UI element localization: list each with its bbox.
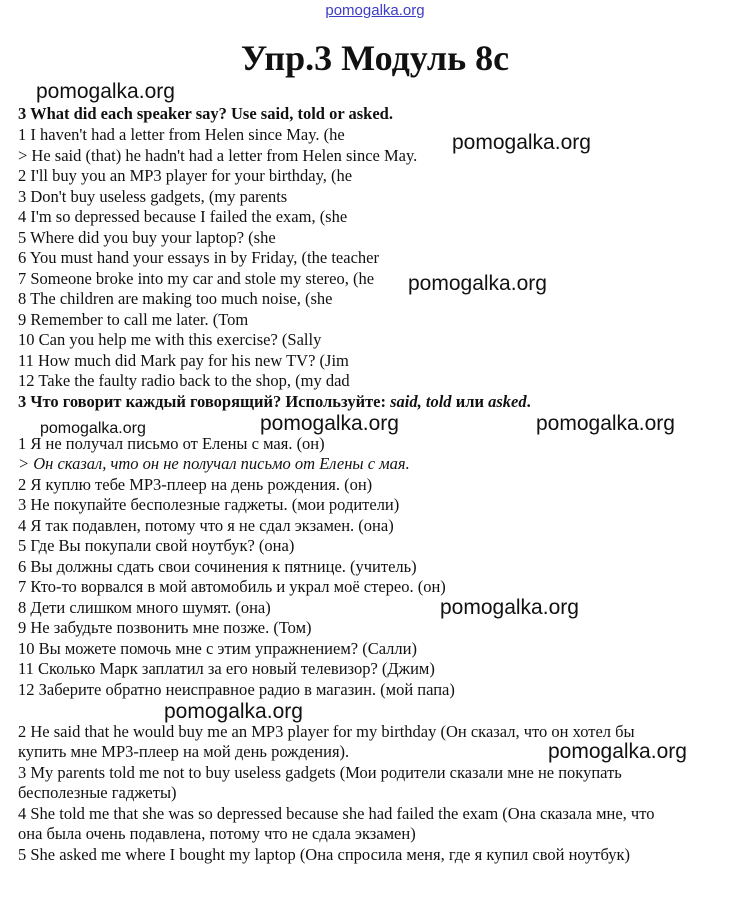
heading-asked: asked	[488, 392, 527, 411]
watermark: pomogalka.org	[452, 131, 591, 154]
page-title: Упр.3 Модуль 8c	[240, 38, 510, 78]
exercise-ru-item: 7 Кто-то ворвался в мой автомобиль и украл моё стерео. (он)	[18, 577, 446, 596]
exercise-ru-item: 12 Заберите обратно неисправное радио в магазин. (мой папа)	[18, 680, 455, 699]
exercise-en-item: 2 I'll buy you an MP3 player for your birthday, (he	[18, 166, 353, 185]
header-site-link[interactable]: pomogalka.org	[325, 2, 425, 19]
exercise-en-item: 10 Can you help me with this exercise? (Sally	[18, 330, 322, 349]
answer-line: 3 My parents told me not to buy useless gadgets (Мои родители сказали мне не покупать	[18, 763, 622, 782]
exercise-en-item: 12 Take the faulty radio back to the shop, (my dad	[18, 371, 350, 390]
exercise-en-item: 8 The children are making too much noise, (she	[18, 289, 333, 308]
exercise-ru-item: 3 Не покупайте бесполезные гаджеты. (мои родители)	[18, 495, 400, 514]
exercise-ru-heading	[18, 392, 531, 412]
answer-line: 5 She asked me where I bought my laptop (Она спросила меня, где я купил свой ноутбук)	[18, 845, 631, 864]
exercise-en-item: 1 I haven't had a letter from Helen since May. (he	[18, 125, 345, 144]
heading-or: или	[451, 392, 489, 411]
watermark: pomogalka.org	[260, 412, 399, 435]
exercise-en-item: 5 Where did you buy your laptop? (she	[18, 228, 276, 247]
answer-line: бесполезные гаджеты)	[18, 783, 177, 802]
exercise-en-item: 9 Remember to call me later. (Tom	[18, 310, 249, 329]
exercise-en-item: 11 How much did Mark pay for his new TV? (Jim	[18, 351, 349, 370]
watermark: pomogalka.org	[536, 412, 675, 435]
heading-end: .	[526, 392, 531, 411]
exercise-en-heading: 3 What did each speaker say? Use said, told or asked.	[18, 104, 393, 123]
watermark: pomogalka.org	[40, 420, 146, 437]
exercise-ru-item: 11 Сколько Марк заплатил за его новый телевизор? (Джим)	[18, 659, 435, 678]
exercise-en-item: 4 I'm so depressed because I failed the exam, (she	[18, 207, 348, 226]
answer-line: 2 He said that he would buy me an MP3 player for my birthday (Он сказал, что он хотел бы	[18, 722, 635, 741]
answer-line: она была очень подавлена, потому что не сдала экзамен)	[18, 824, 416, 843]
exercise-ru-example: > Он сказал, что он не получал письмо от Елены с мая.	[18, 454, 410, 473]
exercise-ru-item: 6 Вы должны сдать свои сочинения к пятнице. (учитель)	[18, 557, 417, 576]
heading-prefix: 3 Что говорит каждый говорящий? Используйте:	[18, 392, 391, 411]
exercise-en-item: 7 Someone broke into my car and stole my stereo, (he	[18, 269, 375, 288]
watermark: pomogalka.org	[408, 272, 547, 295]
exercise-ru-item: 2 Я куплю тебе МР3-плеер на день рождения. (он)	[18, 475, 373, 494]
answer-line: 4 She told me that she was so depressed because she had failed the exam (Она сказала мне, что	[18, 804, 655, 823]
watermark: pomogalka.org	[164, 700, 303, 723]
watermark: pomogalka.org	[548, 740, 687, 763]
answer-line: купить мне МР3-плеер на мой день рождения).	[18, 742, 350, 761]
heading-said: said,	[390, 392, 422, 411]
exercise-ru-item: 9 Не забудьте позвонить мне позже. (Том)	[18, 618, 312, 637]
exercise-en-item: 3 Don't buy useless gadgets, (my parents	[18, 187, 288, 206]
exercise-ru-item: 5 Где Вы покупали свой ноутбук? (она)	[18, 536, 295, 555]
exercise-ru-item: 1 Я не получал письмо от Елены с мая. (он)	[18, 434, 325, 453]
exercise-ru-item: 8 Дети слишком много шумят. (она)	[18, 598, 271, 617]
watermark: pomogalka.org	[36, 80, 175, 103]
exercise-en-example: > He said (that) he hadn't had a letter from Helen since May.	[18, 146, 418, 165]
exercise-ru-item: 10 Вы можете помочь мне с этим упражнением? (Салли)	[18, 639, 417, 658]
heading-told: told	[425, 392, 452, 411]
watermark: pomogalka.org	[440, 596, 579, 619]
exercise-en-item: 6 You must hand your essays in by Friday, (the teacher	[18, 248, 379, 267]
exercise-ru-item: 4 Я так подавлен, потому что я не сдал экзамен. (она)	[18, 516, 394, 535]
